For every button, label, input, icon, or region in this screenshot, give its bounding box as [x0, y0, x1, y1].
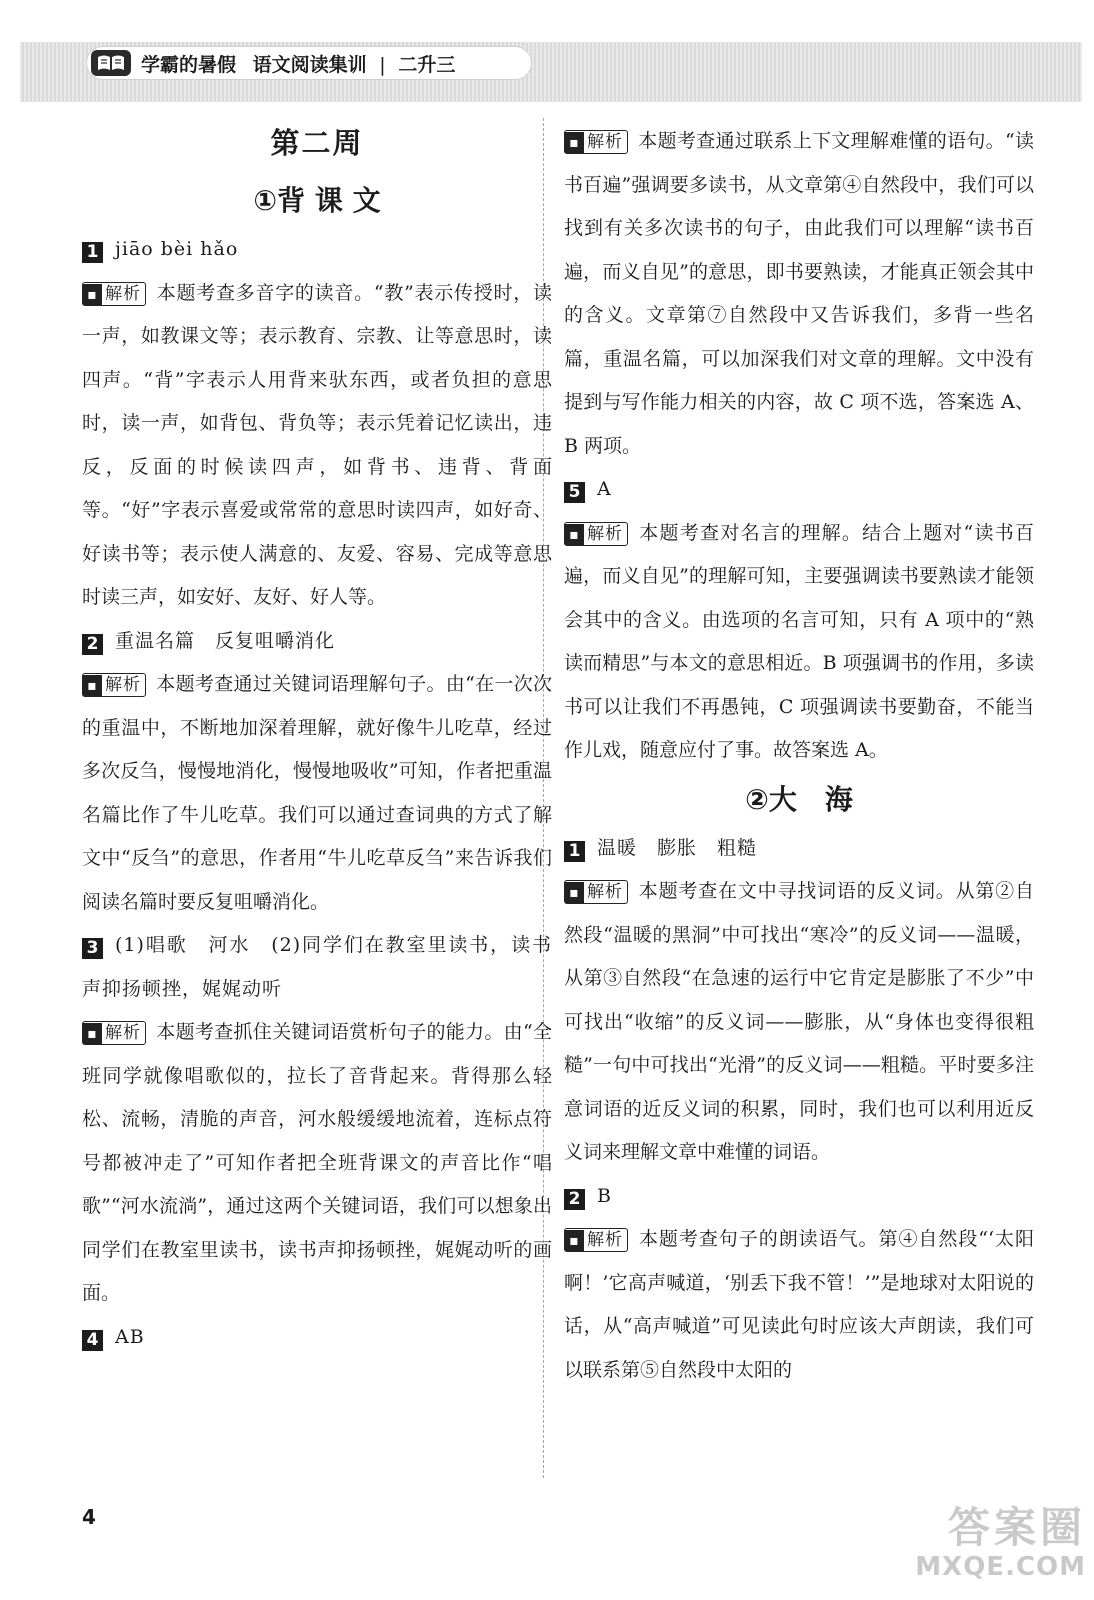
- left-column: [82, 118, 552, 1359]
- header-title: [141, 50, 455, 77]
- explanation: [564, 870, 1034, 1175]
- explanation: [82, 663, 552, 924]
- series-name: 学霸的暑假: [141, 53, 237, 76]
- question-number: 5: [564, 482, 585, 503]
- analysis-badge: [564, 880, 628, 904]
- analysis-label: 解析: [587, 523, 623, 544]
- explanation-text: 本题考查通过关键词语理解句子。由“在一次次的重温中，不断地加深着理解，就好像牛儿吃草，经过多次反刍，慢慢地消化，慢慢地吸收”可知，作者把重温名篇比作了牛儿吃草。我们可以通过查词典的方式了解文中“反刍”的意思，作者用“牛儿吃草反刍”来告诉我们阅读名篇时要反复咀嚼消化。: [82, 673, 552, 913]
- analysis-mark-icon: ▪: [83, 284, 102, 305]
- header-separator: |: [379, 53, 386, 76]
- answer-row: [82, 228, 552, 272]
- explanation: [82, 1011, 552, 1316]
- section-title-sea: ②大 海: [745, 782, 853, 816]
- analysis-label: 解析: [587, 132, 623, 152]
- analysis-mark-icon: ▪: [565, 1230, 584, 1251]
- analysis-label: 解析: [587, 1230, 623, 1250]
- analysis-label: 解析: [587, 882, 623, 902]
- analysis-badge: [82, 673, 146, 697]
- answer-text: jiāo bèi hǎo: [115, 238, 239, 260]
- header-title-bar: [86, 46, 532, 80]
- analysis-badge: [564, 1228, 628, 1252]
- explanation: [564, 512, 1034, 773]
- watermark-logo-text: 答案圈: [947, 1503, 1086, 1552]
- watermark-url: MXQE.COM: [915, 1552, 1086, 1582]
- book-name: 语文阅读集训: [252, 53, 367, 76]
- page-number: 4: [82, 1505, 96, 1529]
- answer-text: B: [597, 1184, 612, 1207]
- question-number: 4: [82, 1330, 103, 1351]
- analysis-badge: [564, 522, 628, 546]
- analysis-badge: [82, 282, 146, 306]
- analysis-badge: [564, 130, 628, 154]
- answer-text: 温暖 膨胀 粗糙: [597, 836, 758, 859]
- analysis-mark-icon: ▪: [565, 882, 584, 903]
- answer-text: (1)唱歌 河水 (2)同学们在教室里读书，读书声抑扬顿挫，娓娓动听: [82, 934, 552, 1000]
- answer-row: [564, 1175, 1034, 1219]
- answer-row: [82, 1316, 552, 1360]
- explanation: [564, 1218, 1034, 1392]
- question-number: 2: [564, 1189, 585, 1210]
- answer-text: 重温名篇 反复咀嚼消化: [115, 629, 336, 652]
- analysis-mark-icon: ▪: [83, 1023, 102, 1044]
- question-number: 3: [82, 938, 103, 959]
- question-number: 2: [82, 634, 103, 655]
- explanation: [82, 272, 552, 620]
- answer-row: [564, 468, 1034, 512]
- explanation-text: 本题考查对名言的理解。结合上题对“读书百遍，而义自见”的理解可知，主要强调读书要熟读才能领会其中的含义。由选项的名言可知，只有 A 项中的“熟读而精思”与本文的意思相近。B 项强调书的作用，多读书可以让我们不再愚钝，C 项强调读书要勤奋，不能当作儿戏，随意应付了事。故答案选 A。: [564, 521, 1034, 761]
- answer-row: [82, 620, 552, 664]
- right-column: [564, 120, 1034, 1392]
- explanation: [564, 120, 1034, 468]
- section-title-recite: ①背 课 文: [253, 184, 381, 217]
- analysis-label: 解析: [105, 1023, 141, 1043]
- analysis-mark-icon: ▪: [83, 675, 102, 696]
- answer-text: A: [597, 478, 612, 500]
- answer-row: [564, 827, 1034, 871]
- analysis-label: 解析: [105, 675, 141, 695]
- watermark: [886, 1504, 1086, 1594]
- answer-text: AB: [115, 1325, 145, 1348]
- explanation-text: 本题考查在文中寻找词语的反义词。从第②自然段“温暖的黑洞”中可找出“寒冷”的反义词——温暖，从第③自然段“在急速的运行中它肯定是膨胀了不少”中可找出“收缩”的反义词——膨胀，从“身体也变得很粗糙”一句中可找出“光滑”的反义词——粗糙。平时要多注意词语的近反义词的积累，同时，我们也可以利用近反义词来理解文章中难懂的词语。: [564, 880, 1034, 1163]
- analysis-badge: [82, 1021, 146, 1045]
- explanation-text: 本题考查多音字的读音。“教”表示传授时，读一声，如教课文等；表示教育、宗教、让等意思时，读四声。“背”字表示人用背来驮东西，或者负担的意思时，读一声，如背包、背负等；表示凭着记忆读出，违反，反面的时候读四声，如背书、违背、背面等。“好”字表示喜爱或常常的意思时读四声，如好奇、好读书等；表示使人满意的、友爱、容易、完成等意思时读三声，如安好、友好、好人等。: [82, 281, 552, 608]
- question-number: 1: [82, 242, 103, 263]
- open-book-icon: [91, 50, 131, 76]
- explanation-text: 本题考查句子的朗读语气。第④自然段“‘太阳啊！’它高声喊道，‘别丢下我不管！’”是地球对太阳说的话，从“高声喊道”可见读此句时应该大声朗读，我们可以联系第⑤自然段中太阳的: [564, 1228, 1034, 1381]
- explanation-text: 本题考查抓住关键词语赏析句子的能力。由“全班同学就像唱歌似的，拉长了音背起来。背得那么轻松、流畅，清脆的声音，河水般缓缓地流着，连标点符号都被冲走了”可知作者把全班背课文的声音比作“唱歌”“河水流淌”，通过这两个关键词语，我们可以想象出同学们在教室里读书，读书声抑扬顿挫，娓娓动听的画面。: [82, 1021, 552, 1304]
- analysis-mark-icon: ▪: [565, 524, 584, 545]
- answer-row: [82, 924, 552, 1011]
- analysis-mark-icon: ▪: [565, 132, 584, 153]
- grade-label: 二升三: [398, 53, 456, 76]
- week-title: 第二周: [270, 126, 364, 160]
- analysis-label: 解析: [105, 283, 141, 304]
- explanation-text: 本题考查通过联系上下文理解难懂的语句。“读书百遍”强调要多读书，从文章第④自然段中，我们可以找到有关多次读书的句子，由此我们可以理解“读书百遍，而义自见”的意思，即书要熟读，才能真正领会其中的含义。文章第⑦自然段中又告诉我们，多背一些名篇，重温名篇，可以加深我们对文章的理解。文中没有提到与写作能力相关的内容，故 C 项不选，答案选 A、B 两项。: [564, 130, 1034, 457]
- question-number: 1: [564, 841, 585, 862]
